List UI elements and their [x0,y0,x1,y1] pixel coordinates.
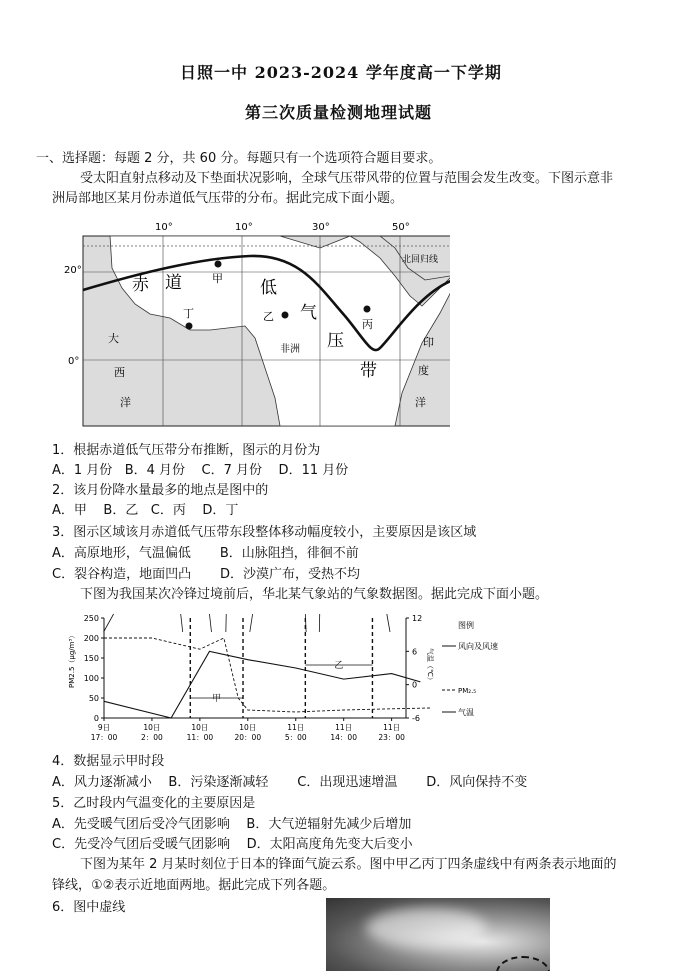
lon-label: 10° [155,222,173,233]
x-tick-label-day: 10日 [191,723,209,732]
wind-arrow [209,614,211,632]
q3-stem: 3．图示区域该月赤道低气压带东段整体移动幅度较小，主要原因是该区域 [52,525,477,540]
satellite-cloud-image [326,898,550,971]
q1-options: A．1 月份 B．4 月份 C．7 月份 D．11 月份 [52,463,349,478]
intro-line-1: 受太阳直射点移动及下垫面状况影响，全球气压带风带的位置与范围会发生改变。下图示意非 [80,171,614,186]
wind-arrow [104,614,114,632]
lat-label: 0° [68,356,80,367]
left-tick-label: 0 [93,714,99,723]
q1-stem: 1．根据赤道低气压带分布推断，图示的月份为 [52,443,321,458]
indian-char: 洋 [415,396,426,409]
q6-stem: 6．图中虚线 [52,900,126,915]
legend-pm25-label: PM₂.₅ [458,687,477,695]
x-tick-label-day: 11日 [287,723,305,732]
intro-3-line-1: 下图为某年 2 月某时刻位于日本的锋面气旋云系。图中甲乙丙丁四条虚线中有两条表示地面的 [80,857,617,872]
atlantic-char: 大 [108,332,119,345]
x-tick-label-time: 11：00 [186,733,214,742]
q2-options: A．甲 B．乙 C．丙 D．丁 [52,503,239,518]
x-tick-label-time: 17：00 [90,733,118,742]
cloud-band [366,908,486,948]
title-line-1: 日照一中 2023-2024 学年度高一下学期 [180,63,502,82]
atlantic-char: 洋 [120,396,131,409]
wind-arrow [387,614,390,632]
left-axis-label: PM2.5（μg/m³） [68,631,76,688]
x-tick-label-day: 10日 [239,723,257,732]
left-tick-label: 100 [83,674,99,683]
period-label: 甲 [212,694,222,704]
lon-label: 50° [392,222,410,233]
period-label: 乙 [334,661,344,671]
lon-label: 10° [235,222,253,233]
intro-2: 下图为我国某次冷锋过境前后，华北某气象站的气象数据图。据此完成下面小题。 [80,587,549,602]
x-tick-label-time: 5：00 [284,733,307,742]
right-tick-label: 6 [412,647,418,657]
legend-temp-label: 气温 [458,708,474,717]
weather-chart [66,608,506,748]
left-tick-label: 150 [83,654,99,663]
right-tick-label: 0 [412,680,418,690]
belt-char: 带 [360,361,377,381]
intro-line-2: 洲局部地区某月份赤道低气压带的分布。据此完成下面小题。 [52,191,404,206]
x-tick-label-day: 10日 [143,723,161,732]
point-yi-marker [282,312,289,319]
section-heading: 一、选择题：每题 2 分，共 60 分。每题只有一个选项符合题目要求。 [36,151,442,166]
indian-char: 印 [423,336,434,349]
africa-pressure-belt-map [50,218,450,428]
africa-label: 非洲 [280,344,300,355]
left-tick-label: 250 [83,614,99,623]
x-tick-label-day: 9日 [97,723,111,732]
wind-arrow [181,614,183,632]
point-bing-marker [364,306,371,313]
point-ding-label: 丁 [183,307,194,320]
right-axis-label: 气温（℃） [426,648,434,684]
tropic-label: 北回归线 [402,255,439,265]
x-tick-label-time: 23：00 [378,733,405,742]
x-tick-label-time: 20：00 [234,733,262,742]
intro-3-line-2: 锋线，①②表示近地面两地。据此完成下列各题。 [52,878,336,893]
point-bing-label: 丙 [362,318,373,331]
belt-char: 道 [165,273,182,293]
atlantic-char: 西 [114,366,125,379]
right-tick-label: -6 [412,714,420,723]
q2-stem: 2．该月份降水量最多的地点是图中的 [52,483,269,498]
q3-options-line-2: C．裂谷构造，地面凹凸 D．沙漠广布，受热不均 [52,567,361,582]
q5-options-line-2: C．先受冷气团后受暖气团影响 D．太阳高度角先变大后变小 [52,837,413,852]
point-yi-label: 乙 [263,310,274,323]
lon-label: 30° [312,222,330,233]
right-tick-label: 12 [412,614,423,623]
wind-arrow [250,614,253,632]
belt-char: 压 [327,331,344,351]
point-ding-marker [186,323,193,330]
x-tick-label-day: 11日 [335,723,353,732]
point-jia-label: 甲 [212,272,223,285]
front-dashed-line [496,956,550,971]
q3-options-line-1: A．高原地形，气温偏低 B．山脉阻挡，徘徊不前 [52,546,359,561]
point-jia-marker [215,261,222,268]
lat-label: 20° [64,265,82,276]
x-tick-label-day: 11日 [383,723,401,732]
legend-wind-label: 风向及风速 [458,642,498,651]
legend-title: 图例 [458,621,474,630]
wind-arrow [305,614,306,632]
q5-options-line-1: A．先受暖气团后受冷气团影响 B．大气逆辐射先减少后增加 [52,817,412,832]
q5-stem: 5．乙时段内气温变化的主要原因是 [52,796,256,811]
belt-char: 低 [260,278,277,298]
q4-options: A．风力逐渐减小 B．污染逐渐减轻 C．出现迅速增温 D．风向保持不变 [52,775,528,790]
left-tick-label: 50 [88,694,99,703]
left-tick-label: 200 [83,634,99,643]
x-tick-label-time: 2：00 [141,733,163,742]
title-line-2: 第三次质量检测地理试题 [245,103,433,122]
indian-char: 度 [418,364,429,377]
belt-char: 气 [300,303,317,323]
q4-stem: 4．数据显示甲时段 [52,754,165,769]
x-tick-label-time: 14：00 [330,733,357,742]
belt-char: 赤 [132,275,149,295]
